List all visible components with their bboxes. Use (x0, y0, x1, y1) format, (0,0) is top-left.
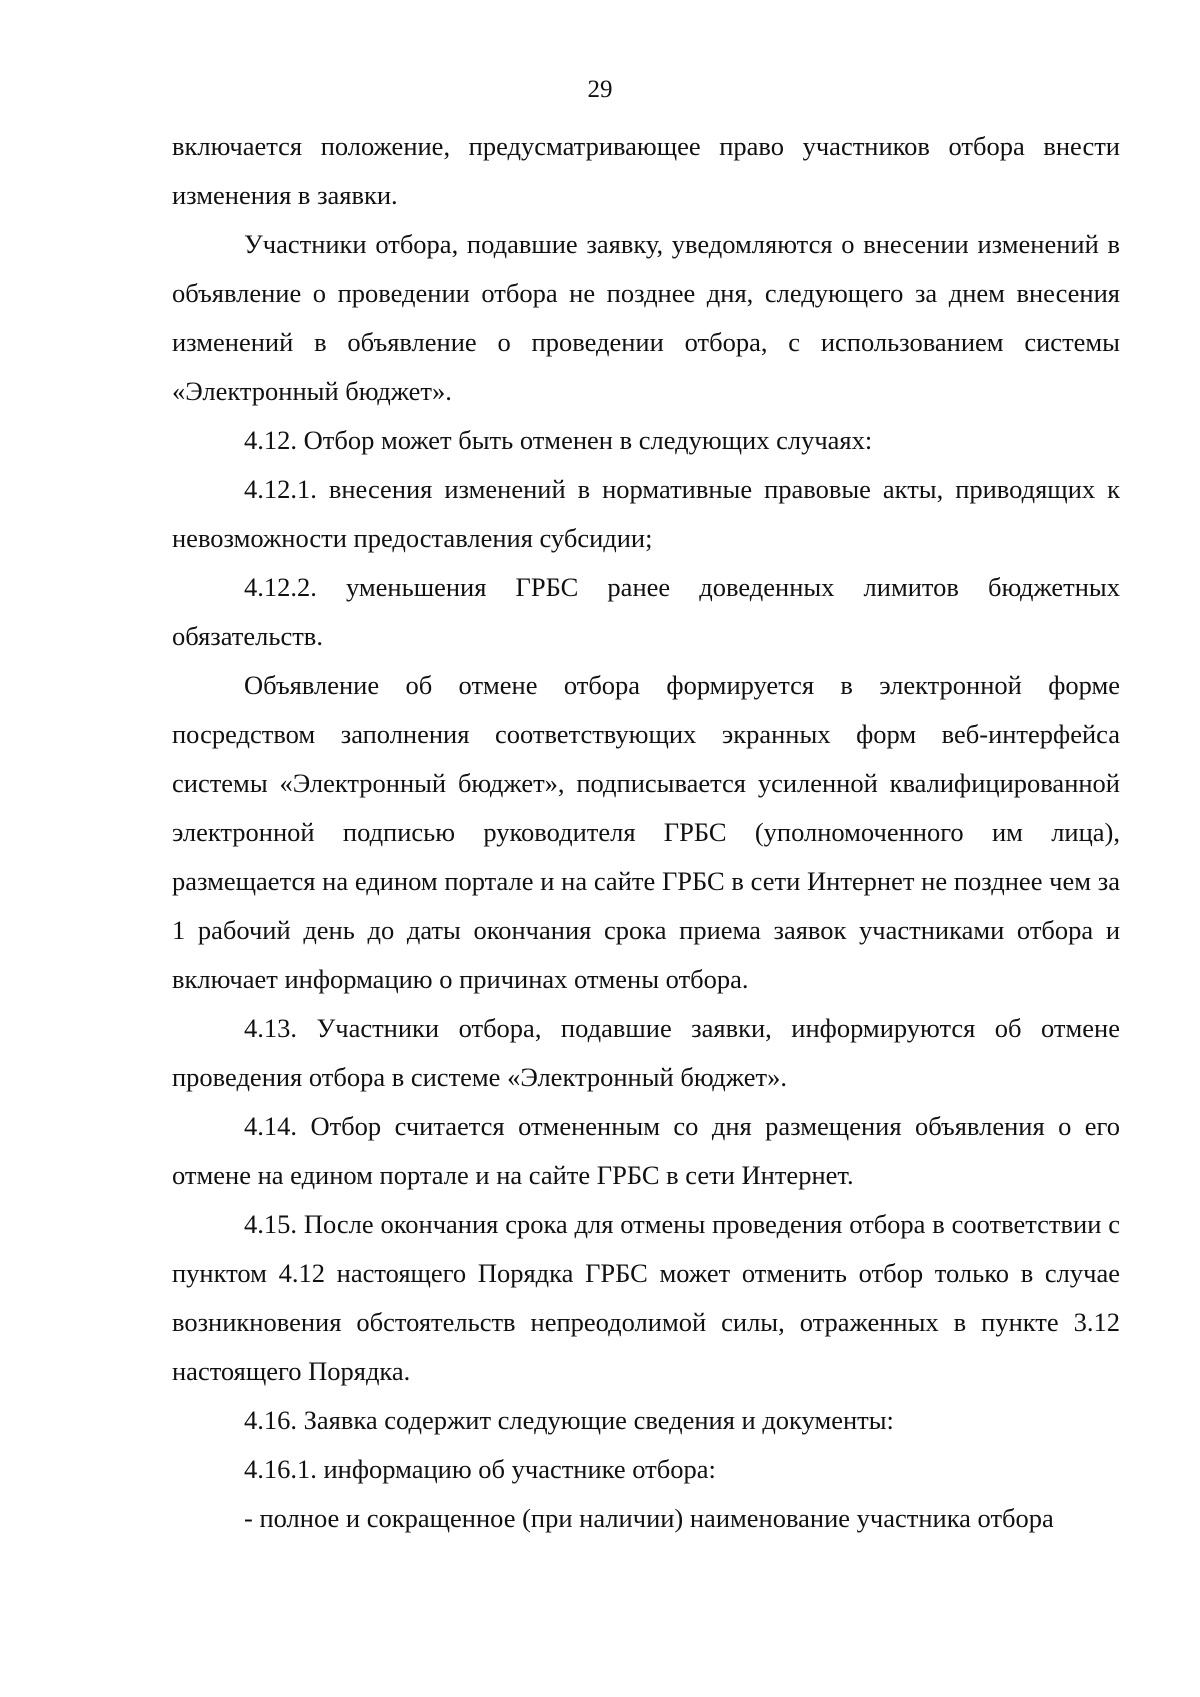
document-body (172, 122, 1120, 1543)
paragraph-4-12-1: 4.12.1. внесения изменений в нормативные правовые акты, приводящих к невозможности предоставления субсидии; (172, 474, 1120, 553)
page-number: 29 (587, 76, 613, 103)
paragraph-4-14: 4.14. Отбор считается отмененным со дня размещения объявления о его отмене на едином портале и на сайте ГРБС в сети Интернет. (172, 1111, 1120, 1190)
paragraph-4-15: 4.15. После окончания срока для отмены проведения отбора в соответствии с пунктом 4.12 настоящего Порядка ГРБС может отменить отбор только в случае возникновения обстоятельств непреодолимой силы, отраженных в пункте 3.12 настоящего Порядка. (172, 1209, 1120, 1386)
paragraph-4-16-1: 4.16.1. информацию об участнике отбора: (244, 1454, 716, 1484)
paragraph-cancellation-announcement: Объявление об отмене отбора формируется в электронной форме посредством заполнения соответствующих экранных форм веб-интерфейса системы «Электронный бюджет», подписывается усиленной квалифицированной электронной подписью руководителя ГРБС (уполномоченного им лица), размещается на едином портале и на сайте ГРБС в сети Интернет не позднее чем за 1 рабочий день до даты окончания срока приема заявок участниками отбора и включает информацию о причинах отмены отбора. (172, 670, 1120, 994)
paragraph-4-13: 4.13. Участники отбора, подавшие заявки, информируются об отмене проведения отбора в системе «Электронный бюджет». (172, 1013, 1120, 1092)
paragraph-notification: Участники отбора, подавшие заявку, уведомляются о внесении изменений в объявление о проведении отбора не позднее дня, следующего за днем внесения изменений в объявление о проведении отбора, с использованием системы «Электронный бюджет». (172, 229, 1120, 406)
paragraph-4-12-2: 4.12.2. уменьшения ГРБС ранее доведенных лимитов бюджетных обязательств. (172, 572, 1120, 651)
paragraph-list-item-name: - полное и сокращенное (при наличии) наименование участника отбора (244, 1503, 1054, 1533)
paragraph-continuation: включается положение, предусматривающее право участников отбора внести изменения в заявки. (172, 131, 1120, 210)
paragraph-4-12: 4.12. Отбор может быть отменен в следующих случаях: (244, 425, 873, 455)
paragraph-4-16: 4.16. Заявка содержит следующие сведения и документы: (244, 1405, 894, 1435)
